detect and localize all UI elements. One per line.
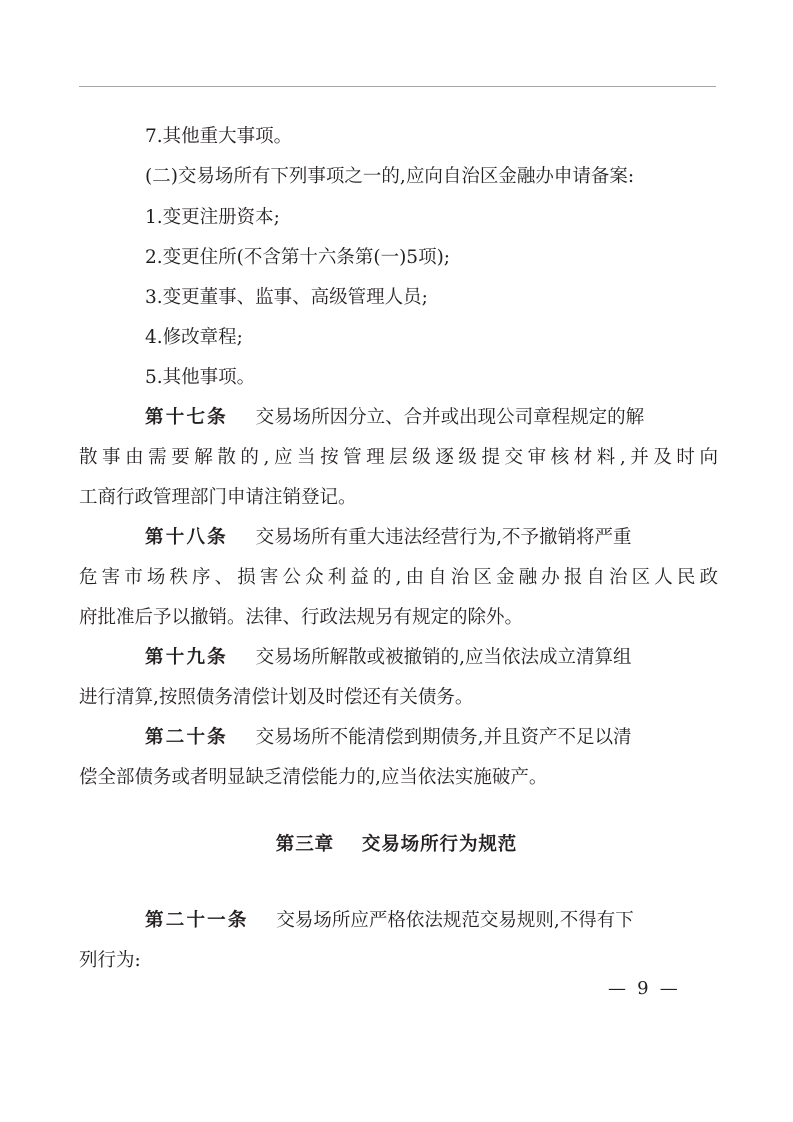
page-number: — 9 — <box>608 978 681 999</box>
article-text: 交易场所应严格依法规范交易规则,不得有下 <box>276 910 634 931</box>
article-heading: 第二十一条 <box>145 910 249 931</box>
article-heading: 第十八条 <box>145 527 228 548</box>
article-text: 危害市场秩序、损害公众利益的,由自治区金融办报自治区人民政 <box>79 567 718 588</box>
article-heading: 第十七条 <box>145 407 228 428</box>
article-text: 交易场所有重大违法经营行为,不予撤销将严重 <box>255 527 632 548</box>
header-rule <box>79 86 716 87</box>
article-text: 府批准后予以撤销。法律、行政法规另有规定的除外。 <box>79 607 524 628</box>
article-text: 进行清算,按照债务清偿计划及时偿还有关债务。 <box>79 687 474 708</box>
article-text: 偿全部债务或者明显缺乏清偿能力的,应当依法实施破产。 <box>79 767 548 788</box>
article-text: 交易场所因分立、合并或出现公司章程规定的解 <box>255 407 645 428</box>
article-text: 工商行政管理部门申请注销登记。 <box>79 487 357 508</box>
list-item: 5.其他事项。 <box>145 367 256 388</box>
list-item: 3.变更董事、监事、高级管理人员; <box>145 287 428 308</box>
article-text: 散事由需要解散的,应当按管理层级逐级提交审核材料,并及时向 <box>79 447 718 468</box>
article-text: 列行为: <box>79 950 141 971</box>
section-heading: (二)交易场所有下列事项之一的,应向自治区金融办申请备案: <box>145 166 635 187</box>
article-heading: 第十九条 <box>145 647 228 668</box>
chapter-title: 交易场所行为规范 <box>361 834 518 855</box>
list-item: 2.变更住所(不含第十六条第(一)5项); <box>145 247 451 268</box>
list-item: 4.修改章程; <box>145 327 243 348</box>
list-item: 7.其他重大事项。 <box>145 126 293 147</box>
chapter-number: 第三章 <box>275 834 335 855</box>
article-heading: 第二十条 <box>145 727 228 748</box>
list-item: 1.变更注册资本; <box>145 207 280 228</box>
article-text: 交易场所解散或被撤销的,应当依法成立清算组 <box>255 647 632 668</box>
article-text: 交易场所不能清偿到期债务,并且资产不足以清 <box>255 727 632 748</box>
chapter-heading <box>0 832 793 858</box>
